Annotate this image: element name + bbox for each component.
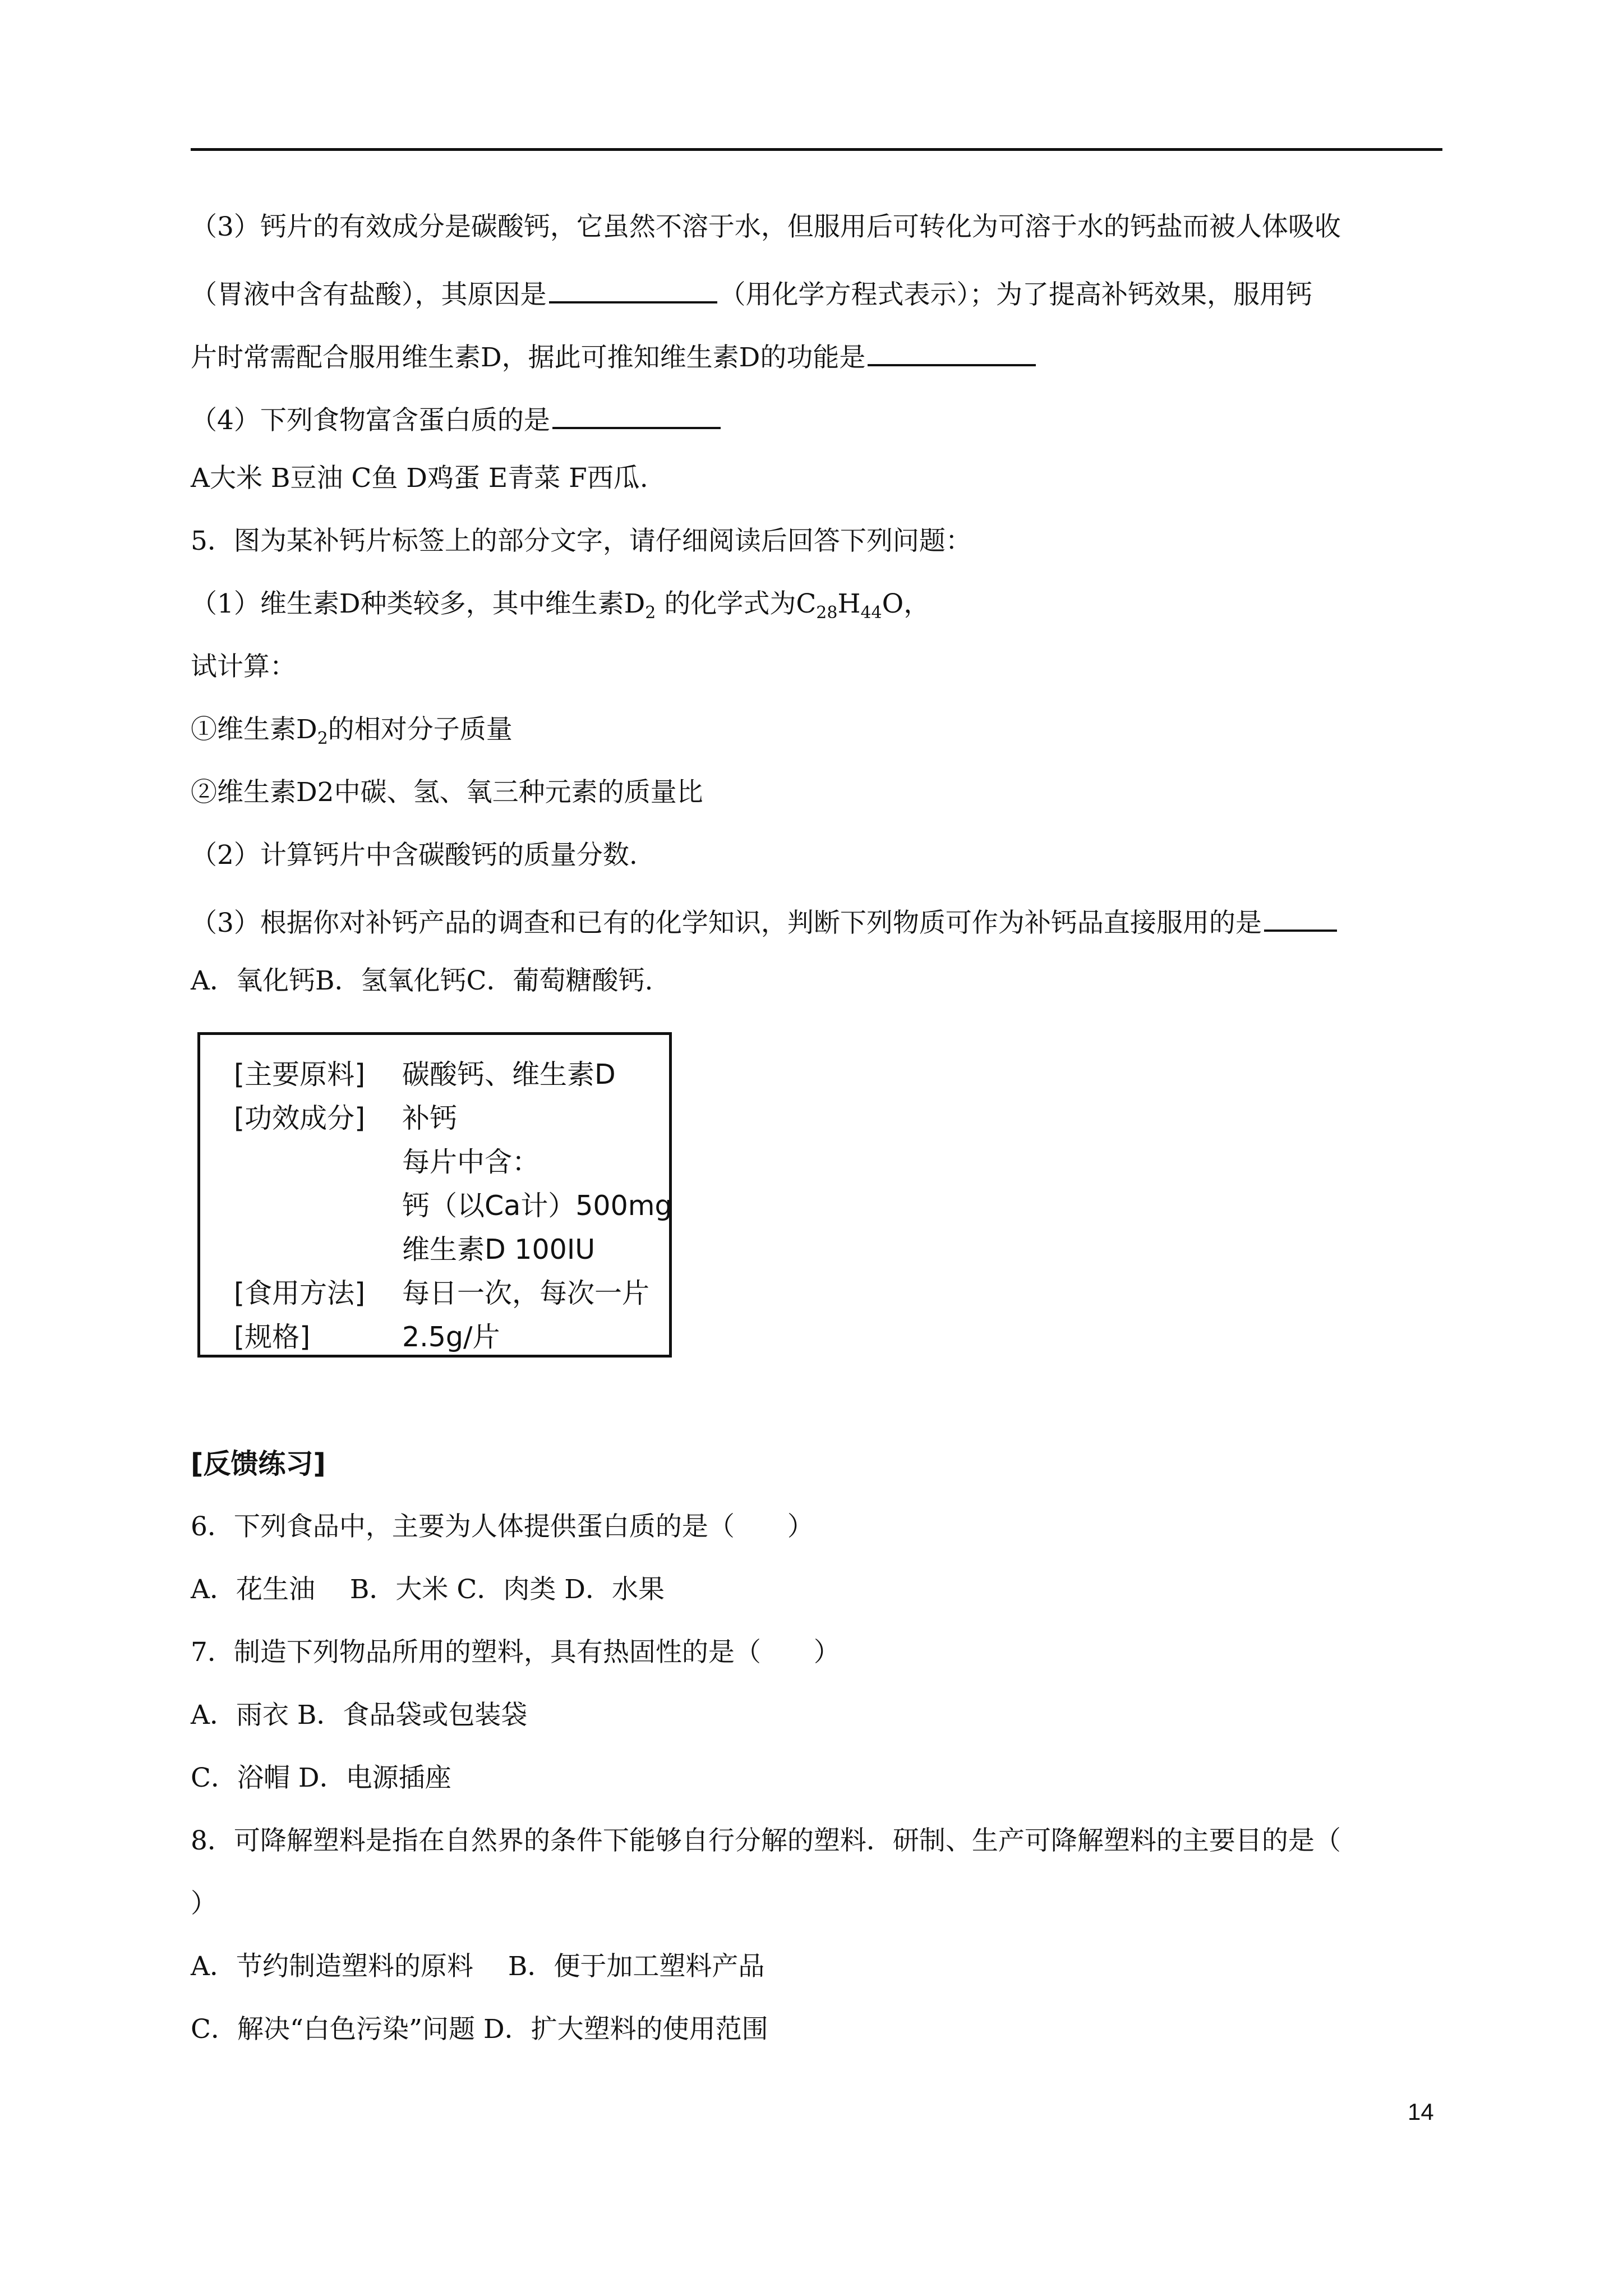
label-row-usage: [食用方法] 每日一次，每次一片 <box>234 1277 650 1309</box>
q5-part3-options: A．氧化钙B．氢氧化钙C．葡萄糖酸钙. <box>191 965 653 996</box>
page-number: 14 <box>1408 2099 1434 2125</box>
q4-part4-options: A大米 B豆油 C鱼 D鸡蛋 E青菜 F西瓜. <box>191 463 648 494</box>
label-row-effect: [功效成分] 补钙 <box>234 1102 458 1134</box>
q5-part1: （1）维生素D种类较多，其中维生素$D_2$ 的化学式为$C_{28}H_{44}O$， <box>191 588 930 623</box>
label-row-spec: [规格] 2.5g/片 <box>234 1321 500 1353</box>
label-row-calcium: 钙（以Ca计）500mg <box>402 1190 672 1222</box>
answer-blank[interactable] <box>549 273 717 303</box>
q5-sub1: ①维生素$D_2$的相对分子质量 <box>191 714 513 748</box>
answer-blank[interactable] <box>1264 901 1337 932</box>
label-row-ingredients: [主要原料] 碳酸钙、维生素D <box>234 1059 616 1091</box>
q5-calc: 试计算： <box>191 651 296 682</box>
q4-part4-line1: （4）下列食物富含蛋白质的是 <box>191 399 723 438</box>
header-rule <box>191 148 1442 151</box>
label-row-per-tablet: 每片中含： <box>402 1146 540 1178</box>
label-row-vitamin-d: 维生素D 100IU <box>402 1234 596 1266</box>
feedback-heading: [反馈练习] <box>191 1448 326 1480</box>
q6-options: A．花生油 B．大米 C．肉类 D．水果 <box>191 1574 665 1605</box>
q5-stem: 5．图为某补钙片标签上的部分文字，请仔细阅读后回答下列问题： <box>191 526 972 556</box>
q7-stem: 7．制造下列物品所用的塑料，具有热固性的是（ ） <box>191 1637 840 1668</box>
q8-options-2: C．解决“白色污染”问题 D．扩大塑料的使用范围 <box>191 2014 768 2045</box>
q7-options-1: A．雨衣 B．食品袋或包装袋 <box>191 1700 528 1731</box>
answer-blank[interactable] <box>552 399 721 429</box>
answer-blank[interactable] <box>868 336 1036 366</box>
q4-part3-line2: （胃液中含有盐酸），其原因是 （用化学方程式表示）；为了提高补钙效果，服用钙 <box>191 273 1312 312</box>
q6-stem: 6．下列食品中，主要为人体提供蛋白质的是（ ） <box>191 1511 814 1542</box>
q8-stem: 8．可降解塑料是指在自然界的条件下能够自行分解的塑料．研制、生产可降解塑料的主要目的是（ <box>191 1825 1341 1856</box>
q5-part3: （3）根据你对补钙产品的调查和已有的化学知识，判断下列物质可作为补钙品直接服用的是 <box>191 901 1339 940</box>
q5-sub2: ②维生素D2中碳、氢、氧三种元素的质量比 <box>191 777 703 808</box>
q5-part2: （2）计算钙片中含碳酸钙的质量分数. <box>191 840 638 871</box>
q7-options-2: C．浴帽 D．电源插座 <box>191 1763 451 1793</box>
q8-stem-end: ） <box>191 1888 217 1919</box>
q8-options-1: A．节约制造塑料的原料 B．便于加工塑料产品 <box>191 1951 765 1982</box>
q4-part3-line3: 片时常需配合服用维生素D，据此可推知维生素D的功能是 <box>191 336 1038 375</box>
supplement-label <box>197 1032 672 1358</box>
q4-part3-line1: （3）钙片的有效成分是碳酸钙，它虽然不溶于水，但服用后可转化为可溶于水的钙盐而被人体吸收 <box>191 211 1341 242</box>
